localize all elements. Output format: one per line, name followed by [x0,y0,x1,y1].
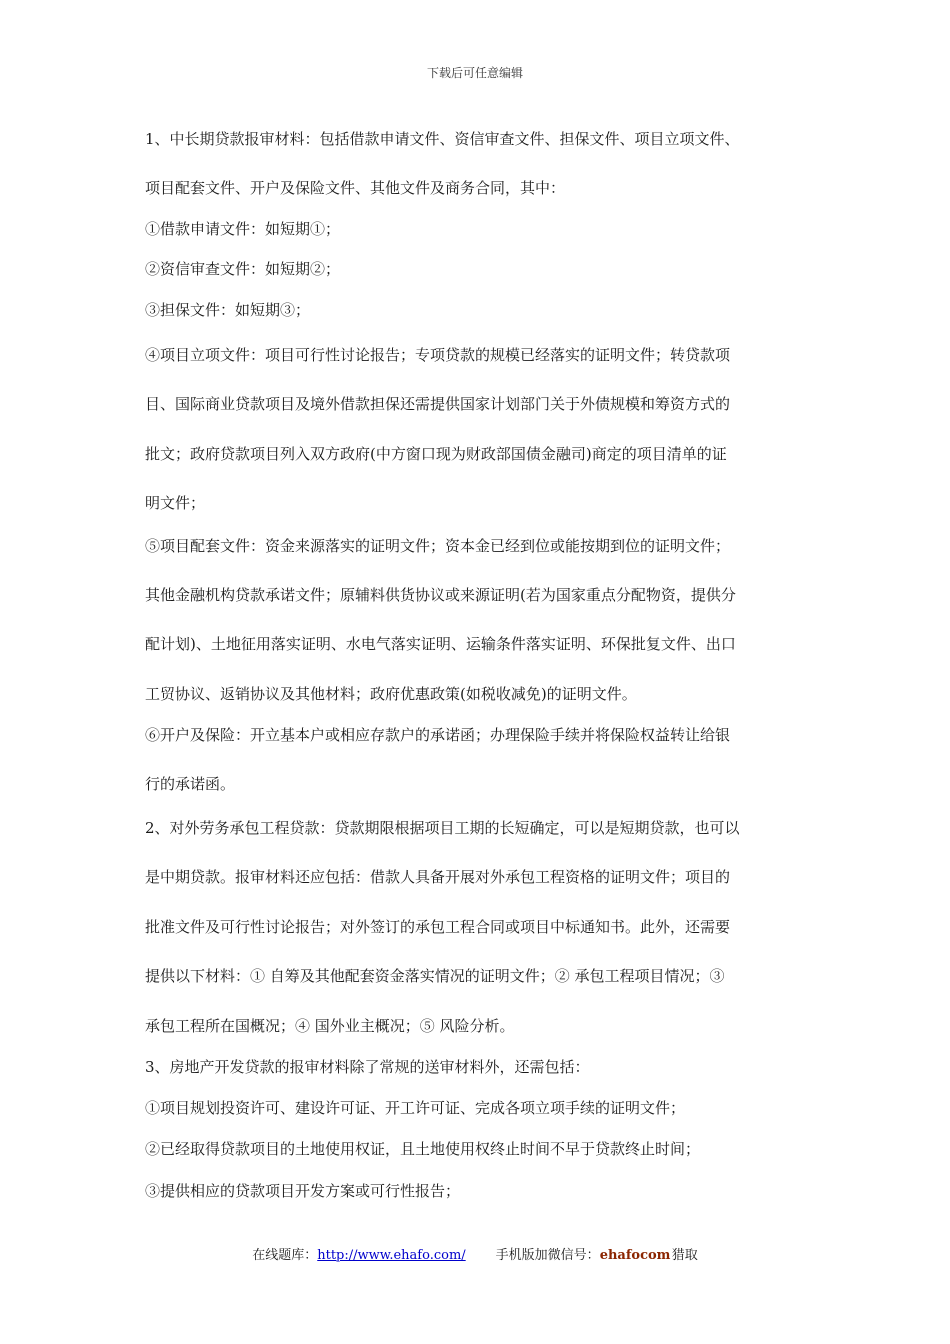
body-line: 项目配套文件、开户及保险文件、其他文件及商务合同，其中： [145,179,566,197]
body-line: ⑥开户及保险：开立基本户或相应存款户的承诺函；办理保险手续并将保险权益转让给银 [145,726,731,744]
body-line: ①项目规划投资许可、建设许可证、开工许可证、完成各项立项手续的证明文件； [145,1099,686,1117]
body-line: 3、房地产开发贷款的报审材料除了常规的送审材料外，还需包括： [145,1058,590,1076]
body-line: ①借款申请文件：如短期①； [145,220,341,238]
footer-wechat-label: 手机版加微信号： [495,1248,600,1263]
body-line: 行的承诺函。 [145,775,236,793]
body-line: 承包工程所在国概况；④ 国外业主概况；⑤ 风险分析。 [145,1017,515,1035]
body-line: 明文件； [145,494,206,512]
body-line: 工贸协议、返销协议及其他材料；政府优惠政策(如税收减免)的证明文件。 [145,685,637,703]
body-line: 是中期贷款。报审材料还应包括：借款人具备开展对外承包工程资格的证明文件；项目的 [145,868,731,886]
body-line: ③提供相应的贷款项目开发方案或可行性报告； [145,1182,461,1200]
page-footer [0,1246,950,1266]
body-line: 提供以下材料：① 自筹及其他配套资金落实情况的证明文件；② 承包工程项目情况；③ [145,967,725,985]
body-line: 1、中长期贷款报审材料：包括借款申请文件、资信审查文件、担保文件、项目立项文件、 [145,130,740,148]
footer-site-label: 在线题库： [252,1248,318,1263]
body-line: 配计划)、土地征用落实证明、水电气落实证明、运输条件落实证明、环保批复文件、出口 [145,635,736,653]
body-line: 批文；政府贷款项目列入双方政府(中方窗口现为财政部国债金融司)商定的项目清单的证 [145,445,727,463]
body-line: ②资信审查文件：如短期②； [145,260,341,278]
body-line: ②已经取得贷款项目的土地使用权证，且土地使用权终止时间不早于贷款终止时间； [145,1140,701,1158]
page-header: 下载后可任意编辑 [426,66,523,80]
body-line: 目、国际商业贷款项目及境外借款担保还需提供国家计划部门关于外债规模和筹资方式的 [145,395,731,413]
body-line: 批准文件及可行性讨论报告；对外签订的承包工程合同或项目中标通知书。此外，还需要 [145,918,731,936]
footer-wechat-id: ehafocom [599,1248,671,1263]
footer-wechat-suffix: 猎取 [671,1248,698,1263]
body-line: ③担保文件：如短期③； [145,301,311,319]
footer-site-link[interactable]: http://www.ehafo.com/ [317,1248,466,1263]
body-line: 其他金融机构贷款承诺文件；原辅料供货协议或来源证明(若为国家重点分配物资，提供分 [145,586,736,604]
body-line: ④项目立项文件：项目可行性讨论报告；专项贷款的规模已经落实的证明文件；转贷款项 [145,346,731,364]
body-line: 2、对外劳务承包工程贷款：贷款期限根据项目工期的长短确定，可以是短期贷款，也可以 [145,819,740,837]
body-line: ⑤项目配套文件：资金来源落实的证明文件；资本金已经到位或能按期到位的证明文件； [145,537,731,555]
